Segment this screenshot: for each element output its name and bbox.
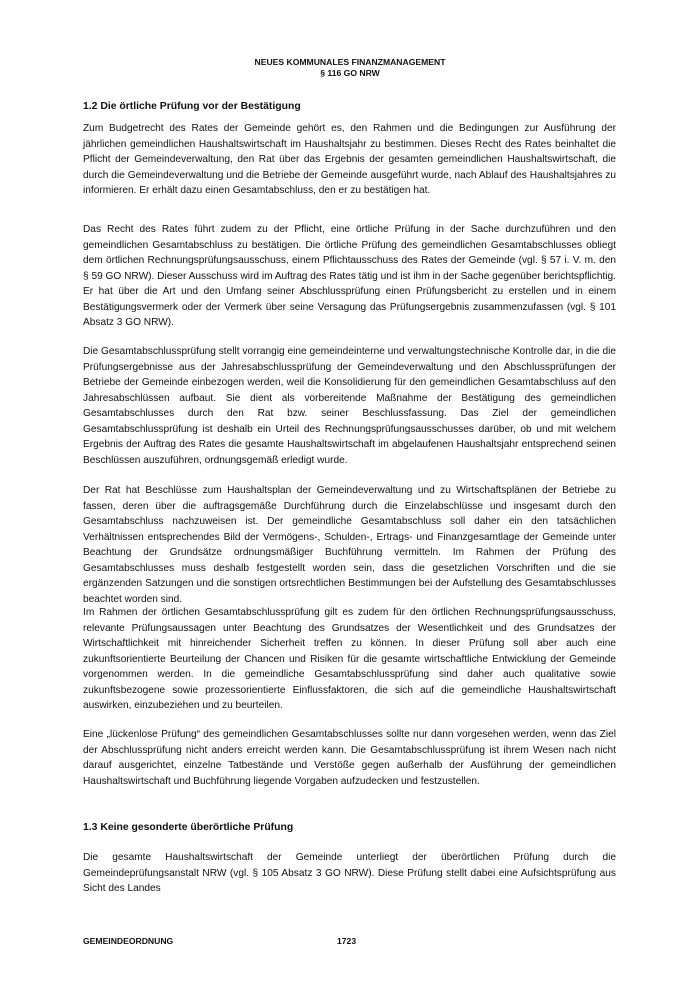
paragraph: Der Rat hat Beschlüsse zum Haushaltsplan der Gemeindeverwaltung und zu Wirtschaftsplänen der Betriebe zu fassen, deren über die auftragsgemäße Durchführung durch die Einzelabschlüsse und insgesamt durch den Gesamtabschluss nachzuweisen ist. Der gemeindliche Gesamtabschluss soll daher ein den tatsächlichen Verhältnissen entsprechendes Bild der Vermögens-, Schulden-, Ertrags- und Finanzgesamtlage der Gemeinde unter Beachtung der Grundsätze ordnungsmäßiger Buchführung vermitteln. Im Rahmen der Prüfung des Gesamtabschlusses muss deshalb festgestellt worden sein, dass die gesetzlichen Vorschriften und die sie ergänzenden Satzungen und die sonstigen ortsrechtlichen Bestimmungen bei der Aufstellung des Gesamtabschlusses beachtet worden sind. — [83, 485, 616, 605]
section-heading-1-2: 1.2 Die örtliche Prüfung vor der Bestätigung — [83, 101, 301, 112]
header-section-ref: § 116 GO NRW — [320, 68, 380, 78]
page-number: 1723 — [337, 936, 357, 946]
section-heading-1-3: 1.3 Keine gesonderte überörtliche Prüfung — [83, 822, 294, 833]
paragraph: Das Recht des Rates führt zudem zu der Pflicht, eine örtliche Prüfung in der Sache durchzuführen und den gemeindlichen Gesamtabschluss zu bestätigen. Die örtliche Prüfung des gemeindlichen Gesamtabschlusses obliegt dem örtlichen Rechnungsprüfungsausschuss, einem Pflichtausschuss des Rates der Gemeinde (vgl. § 57 i. V. m. den § 59 GO NRW). Dieser Ausschuss wird im Auftrag des Rates tätig und ist ihm in der Sache gegenüber berichtspflichtig. Er hat über die Art und den Umfang seiner Abschlussprüfung einen Prüfungsbericht zu erstellen und in einem Bestätigungsvermerk oder der Vermerk über seine Versagung das Prüfungsergebnis zusammenzufassen (vgl. § 101 Absatz 3 GO NRW). — [83, 224, 616, 328]
paragraph: Eine „lückenlose Prüfung“ des gemeindlichen Gesamtabschlusses sollte nur dann vorgesehen werden, wenn das Ziel der Abschlussprüfung nicht anders erreicht werden kann. Die Gesamtabschlussprüfung ist ihrem Wesen nach nicht darauf ausgerichtet, einzelne Tatbestände und Verstöße gegen außerhalb der Ausführung der gemeindlichen Haushaltswirtschaft und Buchführung liegende Vorgaben aufzudecken und festzustellen. — [83, 729, 616, 787]
page-header — [0, 57, 700, 79]
paragraph: Die gesamte Haushaltswirtschaft der Gemeinde unterliegt der überörtlichen Prüfung durch die Gemeindeprüfungsanstalt NRW (vgl. § 105 Absatz 3 GO NRW). Diese Prüfung stellt dabei eine Aufsichtsprüfung aus Sicht des Landes — [83, 852, 616, 894]
paragraph: Die Gesamtabschlussprüfung stellt vorrangig eine gemeindeinterne und verwaltungstechnische Kontrolle dar, in die die Prüfungsergebnisse aus der Jahresabschlussprüfung der Gemeindeverwaltung und den Abschlussprüfungen der Betriebe der Gemeinde einbezogen werden, weil die Konsolidierung für den gemeindlichen Gesamtabschluss auf den Jahresabschlüssen aufbaut. Sie dient als vorbereitende Maßnahme der Bestätigung des gemeindlichen Gesamtabschlusses durch den Rat bzw. seiner Beschlussfassung. Das Ziel der gemeindlichen Gesamtabschlussprüfung ist deshalb ein Urteil des Rechnungsprüfungsausschusses darüber, ob und mit welchem Ergebnis der Auftrag des Rates die gesamte Haushaltswirtschaft im abgelaufenen Haushaltsjahr entsprechend seinen Beschlüssen auszuführen, ordnungsgemäß erledigt wurde. — [83, 346, 616, 466]
footer-label: GEMEINDEORDNUNG — [83, 936, 174, 946]
paragraph: Im Rahmen der örtlichen Gesamtabschlussprüfung gilt es zudem für den örtlichen Rechnungsprüfungsausschuss, relevante Prüfungsaussagen unter Beachtung des Grundsatzes der Wesentlichkeit und des Grundsatzes der Wirtschaftlichkeit mit hinreichender Sicherheit treffen zu können. In dieser Prüfung soll aber auch eine zukunftsorientierte Beurteilung der Chancen und Risiken für die gesamte wirtschaftliche Entwicklung der Gemeinde vorgenommen werden. In die gemeindliche Gesamtabschlussprüfung sind daher auch qualitative sowie zukunftsbezogene sowie prozessorientierte Einflussfaktoren, die sich auf die gemeindliche Haushaltswirtschaft auswirken, einzubeziehen und zu beurteilen. — [83, 607, 616, 711]
paragraph: Zum Budgetrecht des Rates der Gemeinde gehört es, den Rahmen und die Bedingungen zur Ausführung der jährlichen gemeindlichen Haushaltswirtschaft im Haushaltsjahr zu bestimmen. Dieses Recht des Rates beinhaltet die Pflicht der Gemeindeverwaltung, den Rat über das Ergebnis der gesamten gemeindlichen Haushaltswirtschaft, die durch die Gemeindeverwaltung und die Betriebe der Gemeinde ausgeführt wurde, nach Ablauf des Haushaltsjahres zu informieren. Er erhält dazu einen Gesamtabschluss, den er zu bestätigen hat. — [83, 123, 616, 196]
header-title: NEUES KOMMUNALES FINANZMANAGEMENT — [254, 57, 446, 67]
